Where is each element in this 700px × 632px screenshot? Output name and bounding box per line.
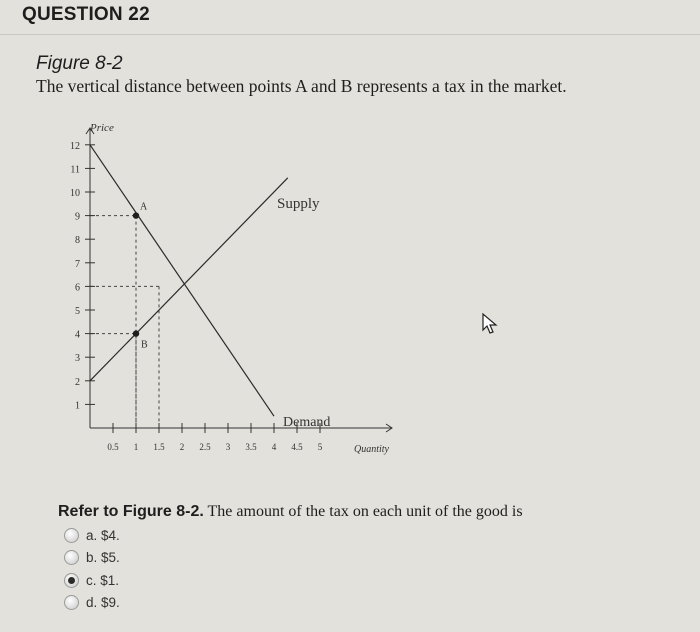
y-tick-label-11: 11 — [70, 164, 80, 176]
y-tick-label-1: 1 — [75, 400, 80, 412]
x-tick-label-3.5: 3.5 — [245, 442, 257, 452]
series-line-supply — [90, 178, 288, 381]
x-axis-label: Quantity — [354, 444, 389, 455]
supply-label: Supply — [277, 196, 320, 212]
x-tick-label-4: 4 — [271, 442, 277, 452]
choice-b-label: b. $5. — [86, 550, 120, 566]
prompt-text: The amount of the tax on each unit of the good is — [203, 503, 523, 520]
x-tick-label-2: 2 — [179, 442, 185, 452]
point-label-a: A — [140, 201, 148, 213]
demand-label: Demand — [283, 415, 331, 430]
radio-a[interactable] — [64, 528, 79, 543]
x-tick-label-0.5: 0.5 — [107, 442, 119, 452]
x-tick-label-5: 5 — [317, 442, 323, 452]
x-tick-label-1: 1 — [133, 442, 139, 452]
point-label-b: B — [141, 339, 148, 351]
question-header: QUESTION 22 — [22, 4, 150, 25]
figure-caption: The vertical distance between points A and B represents a tax in the market. — [36, 76, 567, 96]
y-tick-label-3: 3 — [75, 353, 80, 365]
series-line-demand — [90, 145, 274, 416]
x-tick-label-1.5: 1.5 — [153, 442, 165, 452]
x-tick-label-3: 3 — [225, 442, 231, 452]
prompt-figure-ref: Refer to Figure 8-2. — [58, 503, 204, 520]
y-tick-label-8: 8 — [75, 235, 80, 247]
radio-c[interactable] — [64, 573, 79, 588]
choice-c[interactable] — [64, 569, 120, 592]
y-tick-label-2: 2 — [75, 376, 80, 388]
y-tick-label-4: 4 — [75, 329, 80, 341]
choice-a[interactable] — [64, 524, 120, 547]
y-tick-label-6: 6 — [75, 282, 80, 294]
x-tick-label-2.5: 2.5 — [199, 442, 211, 452]
figure-title: Figure 8-2 — [36, 53, 123, 74]
answer-choices — [64, 524, 120, 614]
choice-d-label: d. $9. — [86, 595, 120, 611]
radio-b[interactable] — [64, 550, 79, 565]
y-tick-label-10: 10 — [70, 188, 80, 199]
choice-b[interactable] — [64, 547, 120, 570]
point-b — [133, 330, 139, 336]
choice-a-label: a. $4. — [86, 527, 120, 543]
mouse-cursor-icon — [480, 312, 502, 336]
y-tick-label-7: 7 — [75, 258, 80, 270]
radio-d[interactable] — [64, 595, 79, 610]
choice-d[interactable] — [64, 592, 120, 615]
y-tick-label-9: 9 — [75, 211, 80, 223]
y-tick-label-5: 5 — [75, 306, 80, 317]
point-a — [133, 212, 139, 218]
y-axis-label: Price — [90, 122, 114, 134]
choice-c-label: c. $1. — [86, 572, 120, 588]
y-tick-label-12: 12 — [70, 140, 80, 152]
question-prompt — [58, 503, 523, 521]
x-tick-label-4.5: 4.5 — [291, 442, 303, 452]
